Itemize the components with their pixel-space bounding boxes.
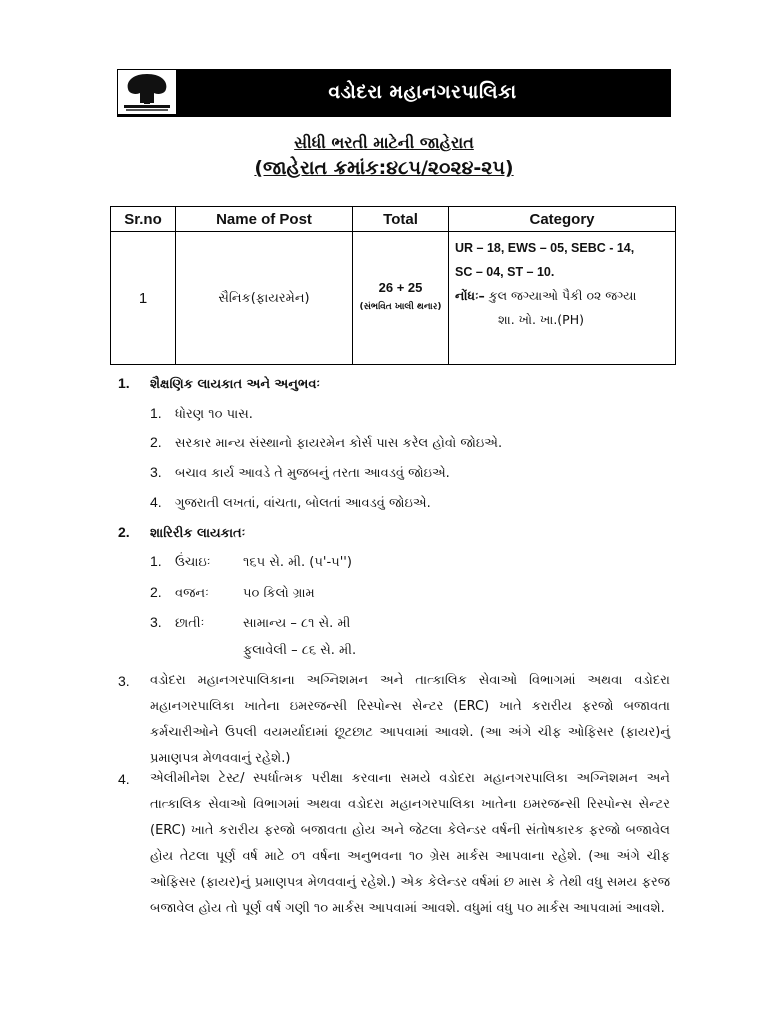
section-title: શૈક્ષણિક લાયકાત અને અનુભવઃ xyxy=(150,377,321,392)
item-number: 2. xyxy=(150,434,162,450)
category-note-2: શા. ખો. ખા.(PH) xyxy=(498,312,584,327)
item-value: ૧૬૫ સે. મી. (૫'-૫'') xyxy=(243,555,352,570)
item-text: બચાવ કાર્ય આવડે તે મુજબનું તરતા આવડવું જોઇએ. xyxy=(175,466,450,481)
category-note xyxy=(455,284,669,308)
item-label: ઉંચાઇઃ xyxy=(175,555,211,570)
total-value: 26 + 25 xyxy=(378,280,423,295)
section-number: 1. xyxy=(118,375,130,391)
section-1-heading xyxy=(118,375,320,392)
header-category: Category xyxy=(449,207,676,232)
notice-number xyxy=(0,157,768,179)
paragraph-text: એલીમીનેશ ટેસ્ટ/ સ્પર્ધાત્મક પરીક્ષા કરવાના સમયે વડોદરા મહાનગરપાલિકા અગ્નિશમન અને તાત્કાલિક સેવાઓ વિભાગમાં અથવા વડોદરા મહાનગરપાલિકા ખાતેના ઇમરજન્સી રિસ્પોન્સ સેન્ટર (ERC) ખાતે કરારીય ફરજો બજાવતા હોય અને જેટલા કેલેન્ડર વર્ષની સંતોષકારક ફરજો બજાવેલ હોય તેટલા પૂર્ણ વર્ષ માટે ૦૧ વર્ષના અનુભવના ૧૦ ગ્રેસ માર્કસ આપવાના રહેશે. (આ અંગે ચીફ ઓફિસર (ફાયર)નું પ્રમાણપત્ર મેળવવાનું રહેશે.) એક કેલેન્ડર વર્ષમાં છ માસ કે તેથી વધુ સમય ફરજ બજાવેલ હોય તો પૂર્ણ વર્ષ ગણી ૧૦ માર્કસ આપવામાં આવશે. વધુમાં વધુ ૫૦ માર્કસ આપવામાં આવશે. xyxy=(150,771,670,916)
section-3-paragraph xyxy=(118,668,670,772)
section-title: શારિરીક લાયકાતઃ xyxy=(150,526,246,541)
list-item xyxy=(150,494,431,511)
item-label: વજનઃ xyxy=(175,586,209,601)
vmc-emblem-icon xyxy=(118,70,176,114)
list-item xyxy=(150,553,352,570)
item-number: 3. xyxy=(150,614,162,630)
item-text: ધોરણ ૧૦ પાસ. xyxy=(175,407,253,422)
table-header-row xyxy=(111,207,676,232)
cell-category xyxy=(449,232,676,365)
item-value: ૫૦ કિલો ગ્રામ xyxy=(243,586,315,601)
header-sr: Sr.no xyxy=(111,207,176,232)
item-number: 2. xyxy=(150,584,162,600)
section-number: 3. xyxy=(118,673,130,689)
notice-number-text: (જાહેરાત ક્રમાંક:૪૮૫/૨૦૨૪-૨૫) xyxy=(254,157,514,179)
cell-sr: 1 xyxy=(111,232,176,365)
category-line-2: SC – 04, ST – 10. xyxy=(455,265,555,279)
page-title: વડોદરા મહાનગરપાલિકા xyxy=(328,81,517,103)
list-item xyxy=(150,464,450,481)
item-label: છાતીઃ xyxy=(175,616,205,631)
note-label: નોંધઃ– xyxy=(455,288,485,303)
header-total: Total xyxy=(353,207,449,232)
section-number: 4. xyxy=(118,771,130,787)
item-number: 4. xyxy=(150,494,162,510)
list-item xyxy=(150,434,502,451)
list-item xyxy=(150,614,350,631)
section-4-paragraph xyxy=(118,766,670,922)
posts-table xyxy=(110,206,676,365)
item-value: સામાન્ય – ૮૧ સે. મી xyxy=(243,616,351,631)
section-2-heading xyxy=(118,524,245,541)
paragraph-text: વડોદરા મહાનગરપાલિકાના અગ્નિશમન અને તાત્કાલિક સેવાઓ વિભાગમાં અથવા વડોદરા મહાનગરપાલિકા ખાતેના ઇમરજન્સી રિસ્પોન્સ સેન્ટર (ERC) ખાતે કરારીય ફરજો બજાવતા કર્મચારીઓને ઉપલી વયમર્યાદામાં છૂટછાટ આપવામાં આવશે. (આ અંગે ચીફ ઓફિસર (ફાયર)નું પ્રમાણપત્ર મેળવવાનું રહેશે.) xyxy=(150,673,670,766)
item-value: ફુલાવેલી – ૮૬ સે. મી. xyxy=(243,643,357,658)
list-item xyxy=(150,584,315,601)
cell-total xyxy=(353,232,449,365)
note-text: કુલ જગ્યાઓ પૈકી ૦૨ જગ્યા xyxy=(484,288,637,303)
category-line-1: UR – 18, EWS – 05, SEBC - 14, xyxy=(455,241,635,255)
item-number: 1. xyxy=(150,405,162,421)
list-item xyxy=(150,405,253,422)
header-post: Name of Post xyxy=(176,207,353,232)
total-note: (સંભવિત ખાલી થનાર) xyxy=(359,302,442,312)
cell-post: સૈનિક(ફાયરમેન) xyxy=(176,232,353,365)
item-number: 3. xyxy=(150,464,162,480)
item-text: સરકાર માન્ય સંસ્થાનો ફાયરમેન કોર્સ પાસ કરેલ હોવો જોઇએ. xyxy=(175,436,503,451)
item-text: ગુજરાતી લખતાં, વાંચતા, બોલતાં આવડવું જોઇએ. xyxy=(175,496,431,511)
table-row xyxy=(111,232,676,365)
list-item xyxy=(150,643,356,658)
item-number: 1. xyxy=(150,553,162,569)
section-number: 2. xyxy=(118,524,130,540)
notice-title-text: સીધી ભરતી માટેની જાહેરાત xyxy=(294,133,474,152)
notice-title xyxy=(0,133,768,153)
